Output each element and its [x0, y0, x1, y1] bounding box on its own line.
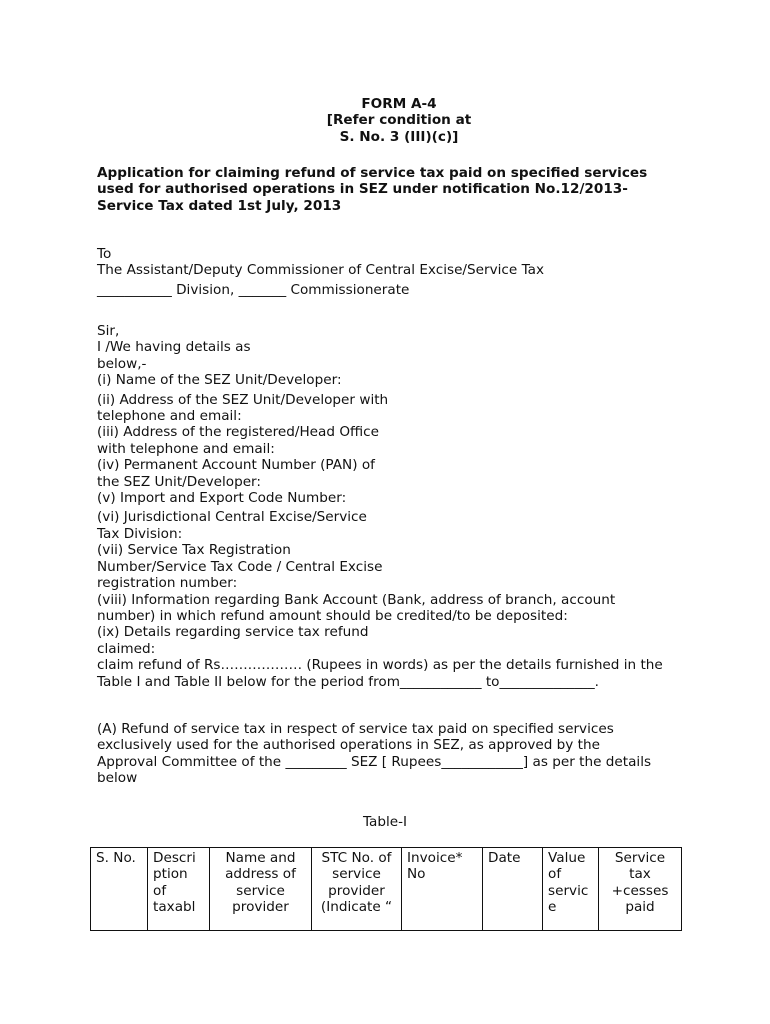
details-line: claim refund of Rs……………… (Rupees in words) as per the details furnished in the — [97, 657, 663, 674]
details-line: telephone and email: — [97, 408, 242, 425]
table-caption: Table-I — [362, 814, 408, 830]
details-line: (v) Import and Export Code Number: — [97, 490, 347, 507]
details-line: (ii) Address of the SEZ Unit/Developer with — [97, 391, 389, 408]
details-line: (i) Name of the SEZ Unit/Developer: — [97, 372, 342, 389]
section-a-line: exclusively used for the authorised operations in SEZ, as approved by the — [97, 737, 600, 754]
details-line: claimed: — [97, 640, 156, 657]
details-line: (iv) Permanent Account Number (PAN) of — [97, 457, 375, 474]
reference-line-1: [Refer condition at — [326, 112, 472, 128]
applicant-details — [97, 323, 697, 690]
details-line: Table I and Table II below for the period from____________ to______________. — [97, 673, 599, 690]
address-line: To — [97, 246, 112, 262]
header-cell-serial-number: S. No. — [91, 848, 148, 931]
table-header-row — [91, 848, 682, 931]
address-line: ___________ Division, _______ Commissionerate — [97, 281, 410, 298]
details-line: with telephone and email: — [97, 440, 275, 457]
section-a-line: Approval Committee of the _________ SEZ [ Rupees____________] as per the details — [97, 753, 652, 770]
details-line: registration number: — [97, 575, 238, 592]
header-cell-service-tax-paid: Service tax +cesses paid — [599, 848, 682, 931]
header-cell-description: Descri ption of taxabl — [148, 848, 210, 931]
details-line: (viii) Information regarding Bank Account (Bank, address of branch, account — [97, 591, 616, 608]
details-line: (vi) Jurisdictional Central Excise/Service — [97, 509, 367, 526]
heading-line: used for authorised operations in SEZ under notification No.12/2013- — [97, 181, 628, 198]
details-line: number) in which refund amount should be credited/to be deposited: — [97, 607, 568, 624]
details-line: (iii) Address of the registered/Head Office — [97, 424, 380, 441]
header-cell-value-of-service: Value of servic e — [543, 848, 599, 931]
details-line: Tax Division: — [97, 525, 183, 542]
application-heading — [97, 165, 697, 214]
refund-table — [90, 847, 682, 931]
section-a-line: below — [97, 770, 138, 787]
details-line: (vii) Service Tax Registration — [97, 542, 291, 559]
header-cell-date: Date — [483, 848, 543, 931]
details-line: the SEZ Unit/Developer: — [97, 473, 261, 490]
form-title: FORM A-4 — [361, 96, 437, 112]
details-line: Sir, — [97, 323, 120, 339]
heading-line: Service Tax dated 1st July, 2013 — [97, 197, 342, 214]
details-line: I /We having details as — [97, 339, 251, 356]
section-a-paragraph — [97, 721, 697, 787]
heading-line: Application for claiming refund of service tax paid on specified services — [97, 165, 648, 181]
header-cell-provider-name-address: Name and address of service provider — [210, 848, 312, 931]
header-cell-stc-number: STC No. of service provider (Indicate “ — [312, 848, 402, 931]
details-line: Number/Service Tax Code / Central Excise — [97, 558, 383, 575]
address-line: The Assistant/Deputy Commissioner of Central Excise/Service Tax — [97, 262, 544, 279]
details-line: below,- — [97, 355, 147, 372]
header-cell-invoice-number: Invoice* No — [402, 848, 483, 931]
section-a-line: (A) Refund of service tax in respect of service tax paid on specified services — [97, 721, 614, 737]
addressee-block — [97, 246, 697, 298]
reference-line-2: S. No. 3 (III)(c)] — [339, 129, 459, 145]
details-line: (ix) Details regarding service tax refund — [97, 624, 369, 641]
